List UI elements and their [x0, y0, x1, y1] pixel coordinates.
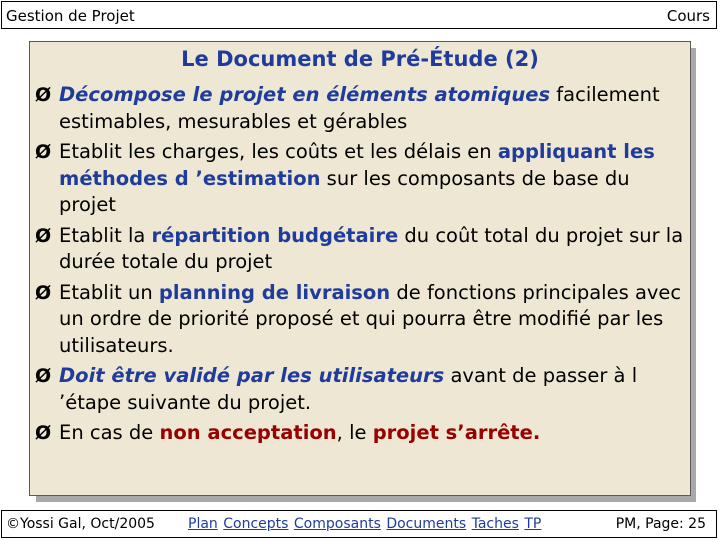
bullet-item [35, 82, 685, 135]
bullet-text: Etablit un [59, 280, 159, 304]
nav-link-concepts[interactable]: Concepts [223, 516, 289, 532]
nav-link-documents[interactable]: Documents [386, 516, 467, 532]
bullet-text: planning de livraison [158, 280, 391, 304]
arrow-bullet-icon: Ø [35, 224, 52, 247]
section-label: Cours [666, 7, 710, 25]
bullet-text: appliquant les méthodes d ’estimation [59, 140, 655, 190]
bullet-text: non acceptation [159, 421, 337, 444]
bullet-text: avant de passer à l ’étape suivante du projet. [59, 364, 638, 414]
header-bar [1, 1, 717, 29]
bullet-text: de fonctions principales avec un ordre de priorité proposé et qui pourra être modifié par les utilisateurs. [59, 280, 682, 357]
nav-link-composants[interactable]: Composants [293, 516, 381, 532]
bullet-text: Etablit la [59, 223, 152, 247]
bullet-text: En cas de [59, 421, 160, 444]
bullet-text: , le [336, 421, 373, 444]
bullet-text: répartition budgétaire [151, 223, 399, 247]
arrow-bullet-icon: Ø [35, 141, 52, 163]
bullet-text: Etablit les charges, les coûts et les délais en [59, 140, 498, 163]
footer-bar [1, 510, 717, 538]
copyright: ©Yossi Gal, Oct/2005 [6, 516, 155, 532]
course-title: Gestion de Projet [6, 7, 135, 25]
bullet-item [35, 363, 685, 416]
bullet-item [35, 223, 685, 276]
nav-link-tp[interactable]: TP [524, 516, 542, 532]
slide-title: Le Document de Pré-Étude (2) [181, 47, 539, 71]
content-panel [29, 41, 691, 496]
bullet-text: projet s’arrête. [372, 421, 541, 444]
page-number: PM, Page: 25 [615, 516, 706, 532]
arrow-bullet-icon: Ø [35, 422, 52, 444]
bullet-text: Doit être validé par les utilisateurs [59, 364, 445, 387]
bullet-text: facilement estimables, mesurables et gérables [59, 83, 660, 133]
arrow-bullet-icon: Ø [35, 365, 52, 387]
bullet-item [35, 139, 685, 219]
nav-link-taches[interactable]: Taches [471, 516, 519, 532]
footer-nav [188, 516, 542, 532]
bullet-item [35, 420, 685, 447]
bullet-list [35, 82, 685, 451]
bullet-item [35, 280, 685, 360]
arrow-bullet-icon: Ø [35, 84, 52, 106]
nav-link-plan[interactable]: Plan [188, 516, 218, 532]
bullet-text: sur les composants de base du projet [59, 166, 630, 216]
bullet-text: du coût total du projet sur la durée totale du projet [59, 223, 684, 273]
bullet-text: Décompose le projet en éléments atomiques [59, 83, 551, 106]
arrow-bullet-icon: Ø [35, 281, 52, 304]
